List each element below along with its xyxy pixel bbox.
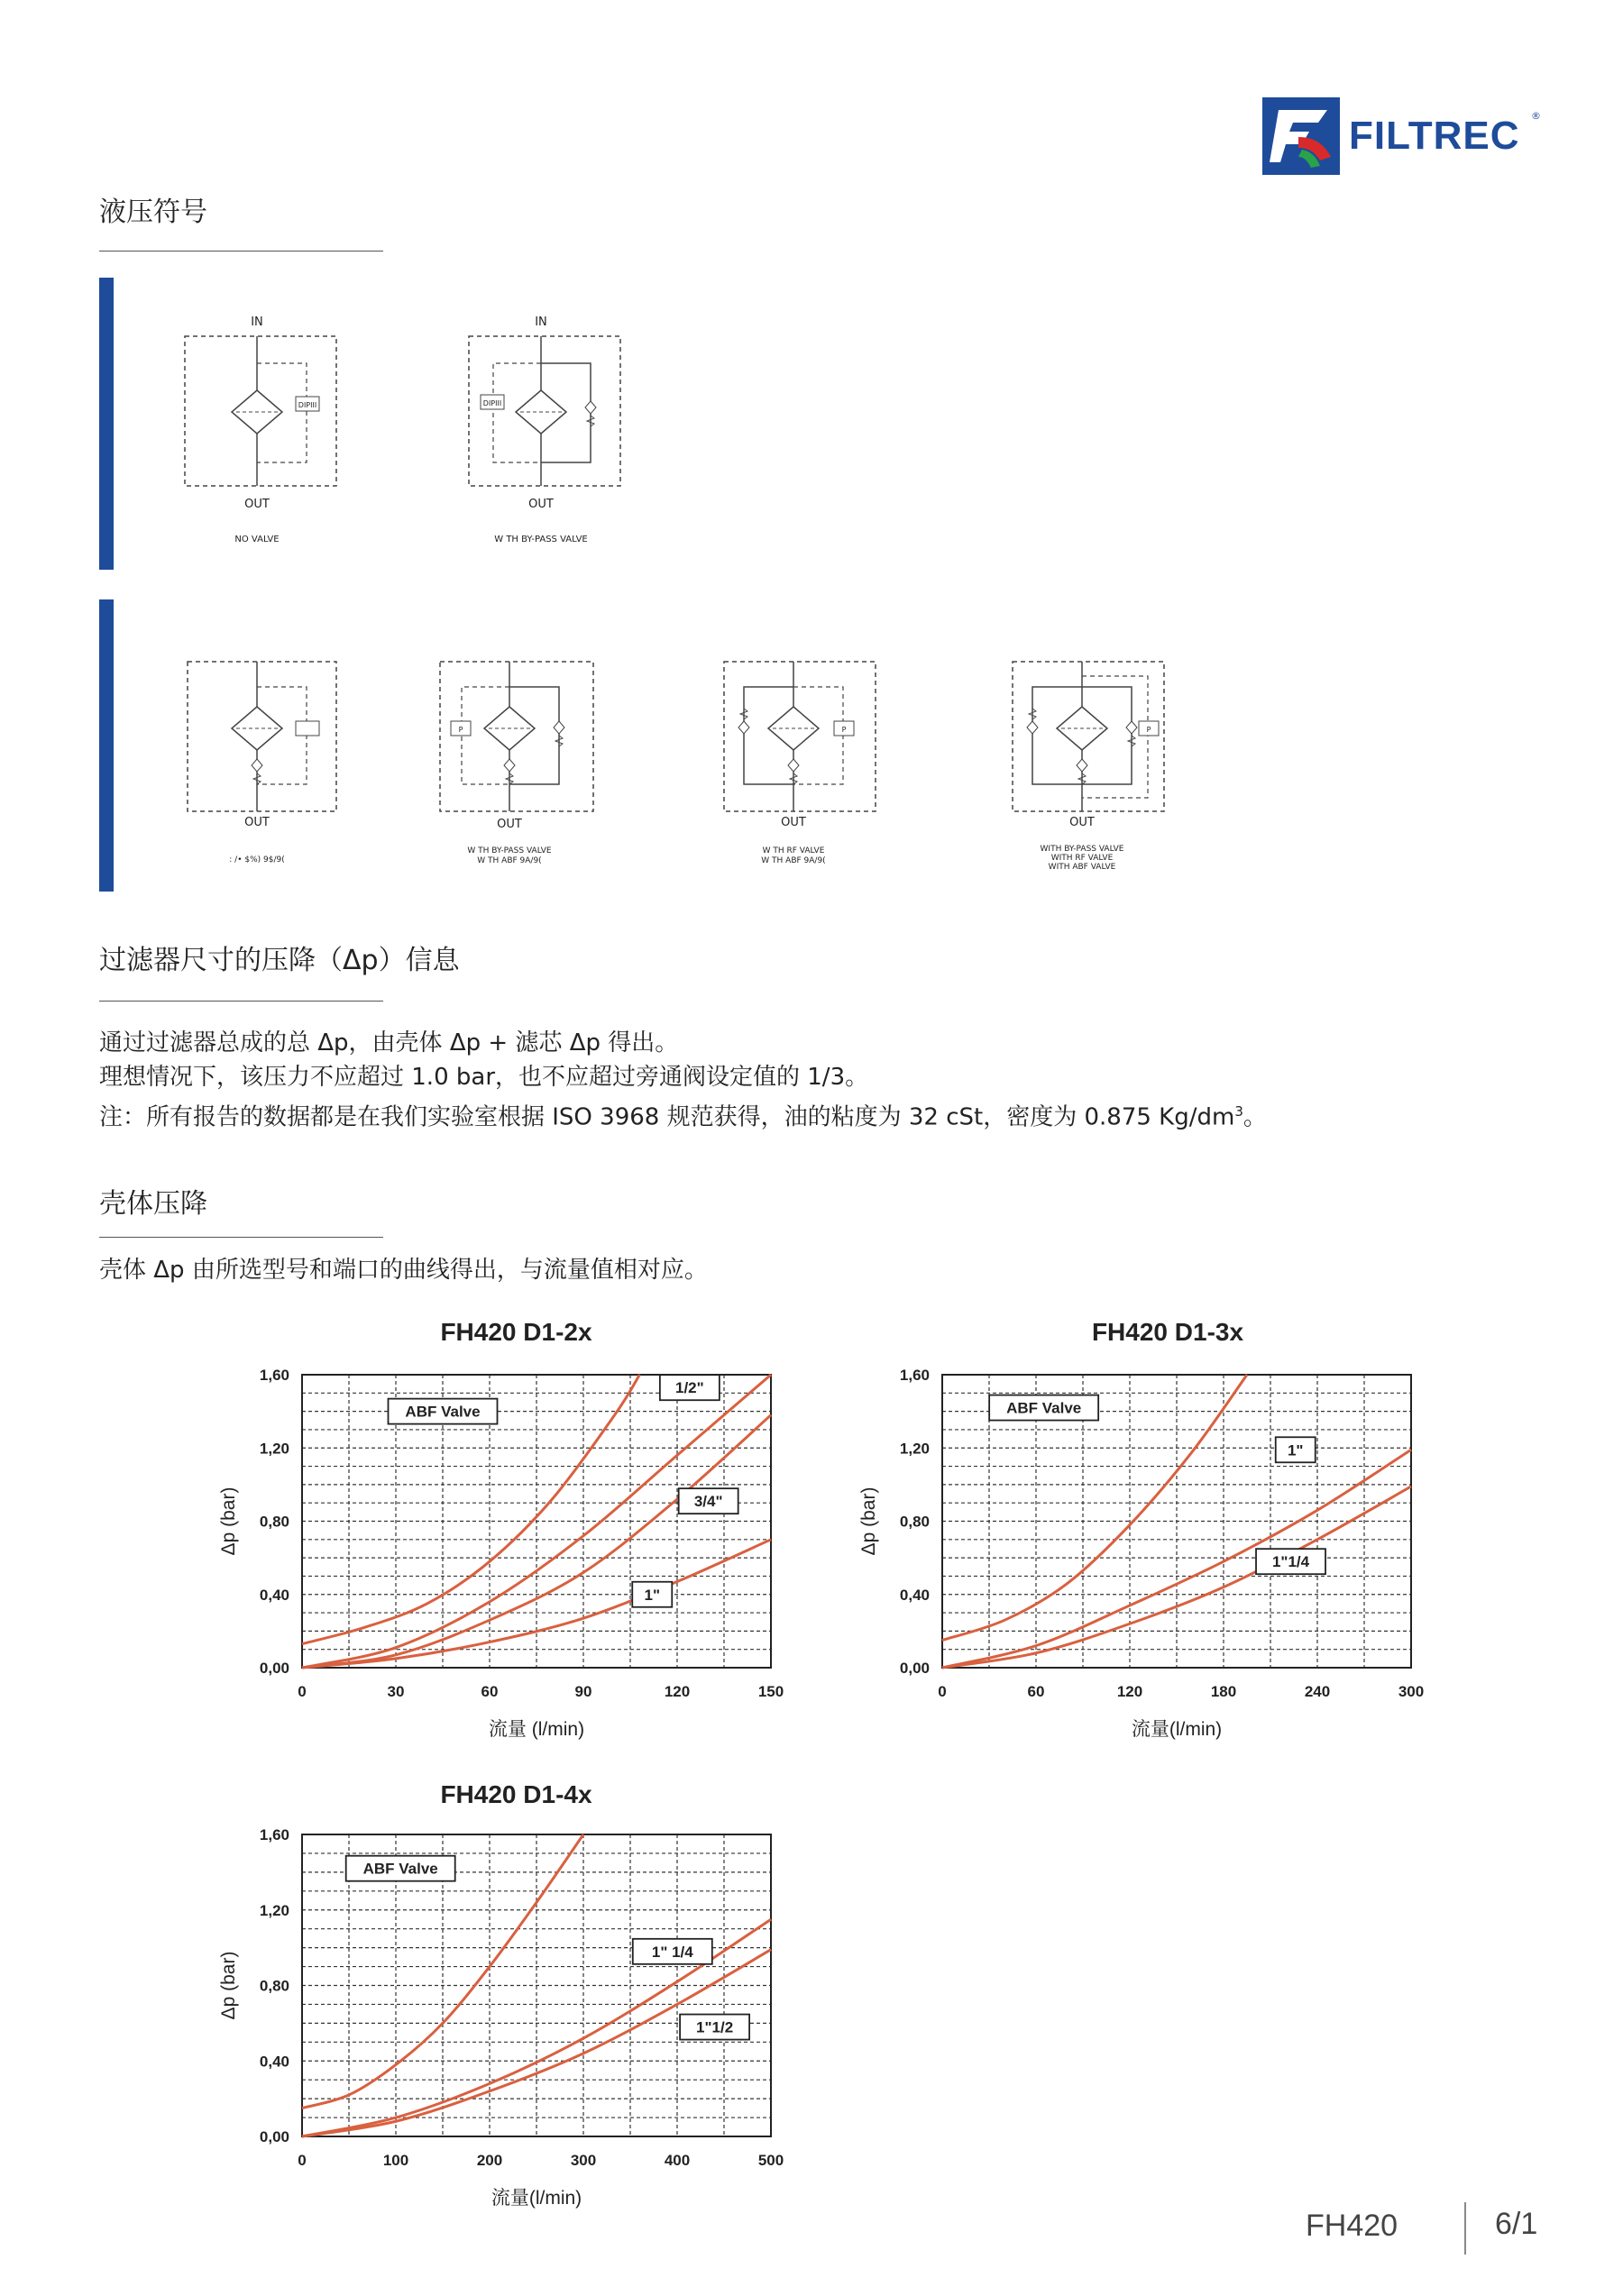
x-tick-label: 180 xyxy=(1210,1683,1237,1700)
symbol-caption: W TH BY-PASS VALVE xyxy=(494,535,588,544)
symbol-caption-line2: W TH ABF 9A/9( xyxy=(477,856,542,865)
paragraph-line: 壳体 Δp 由所选型号和端口的曲线得出，与流量值相对应。 xyxy=(99,1257,708,1284)
symbol-caption-line3: WITH ABF VALVE xyxy=(1048,863,1116,872)
x-tick-label: 0 xyxy=(298,1683,307,1700)
out-label: OUT xyxy=(244,816,270,829)
series-label: 1/2" xyxy=(675,1379,704,1397)
blue-side-bar xyxy=(99,599,114,892)
chart-fh420-d1-3x xyxy=(839,1352,1434,1749)
dip-tag: DIPIII xyxy=(482,399,502,407)
x-tick-label: 300 xyxy=(1398,1683,1425,1700)
in-label: IN xyxy=(251,316,263,329)
chart-title: FH420 D1-2x xyxy=(440,1318,592,1346)
x-tick-label: 120 xyxy=(664,1683,691,1700)
section-title-pressure-drop: 过滤器尺寸的压降（Δp）信息 xyxy=(99,945,460,976)
y-tick-label: 0,00 xyxy=(259,1660,289,1677)
hydraulic-symbols-row2 xyxy=(171,649,1208,883)
series-label: 3/4" xyxy=(693,1493,723,1511)
series-label: ABF Valve xyxy=(405,1403,481,1421)
series-label: ABF Valve xyxy=(362,1860,438,1878)
y-tick-label: 1,20 xyxy=(259,1440,289,1458)
note-text: 注：所有报告的数据都是在我们实验室根据 ISO 3968 规范获得，油的粘度为 32 cSt，密度为 0.875 Kg/dm xyxy=(99,1103,1235,1131)
series-label: ABF Valve xyxy=(1006,1399,1082,1417)
x-tick-label: 0 xyxy=(938,1683,947,1700)
x-tick-label: 60 xyxy=(481,1683,499,1700)
y-tick-label: 0,40 xyxy=(259,2053,289,2071)
footer-page-number: 6/1 xyxy=(1495,2207,1538,2241)
filtrec-logo xyxy=(1262,97,1542,175)
x-tick-label: 300 xyxy=(570,2152,597,2169)
symbol-caption-line2: WITH RF VALVE xyxy=(1050,854,1114,863)
x-tick-label: 30 xyxy=(387,1683,405,1700)
y-tick-label: 0,80 xyxy=(259,1513,289,1531)
out-label: OUT xyxy=(528,498,554,511)
out-label: OUT xyxy=(1069,816,1095,829)
series-label: 1" xyxy=(1287,1441,1304,1459)
chart-fh420-d1-2x xyxy=(198,1352,793,1749)
chart-title: FH420 D1-4x xyxy=(440,1780,592,1808)
section-rule xyxy=(99,1237,383,1238)
y-axis-label: Δp (bar) xyxy=(858,1486,879,1556)
x-tick-label: 0 xyxy=(298,2152,307,2169)
x-tick-label: 200 xyxy=(476,2152,503,2169)
x-axis-label: 流量 (l/min) xyxy=(488,1719,585,1740)
y-tick-label: 0,80 xyxy=(259,1977,289,1995)
p-tag: P xyxy=(841,726,847,734)
section-rule xyxy=(99,251,383,252)
x-axis-label: 流量(l/min) xyxy=(1131,1719,1223,1740)
y-tick-label: 1,60 xyxy=(899,1367,930,1384)
x-tick-label: 150 xyxy=(757,1683,784,1700)
in-label: IN xyxy=(535,316,547,329)
x-tick-label: 90 xyxy=(574,1683,592,1700)
out-label: OUT xyxy=(781,816,806,829)
section-title-hydraulic: 液压符号 xyxy=(99,197,207,228)
chart-title: FH420 D1-3x xyxy=(1091,1318,1244,1346)
y-tick-label: 1,60 xyxy=(259,1826,289,1843)
paragraph-line: 理想情况下，该压力不应超过 1.0 bar，也不应超过旁通阀设定值的 1/3。 xyxy=(99,1064,869,1091)
logo-text: FILTREC xyxy=(1349,114,1520,158)
y-tick-label: 1,20 xyxy=(259,1901,289,1919)
paragraph-line: 通过过滤器总成的总 Δp，由壳体 Δp + 滤芯 Δp 得出。 xyxy=(99,1029,679,1057)
superscript: 3 xyxy=(1234,1103,1243,1120)
dip-tag: DIPIII xyxy=(298,401,317,409)
logo-registered-mark: ® xyxy=(1531,110,1541,122)
section-title-housing: 壳体压降 xyxy=(99,1188,207,1220)
symbol-abf-valve xyxy=(188,662,336,864)
series-label: 1"1/2 xyxy=(696,2018,734,2036)
symbol-caption: : /• $%) 9$/9( xyxy=(229,855,285,864)
symbol-bypass-rf-abf xyxy=(1013,662,1164,872)
symbol-caption-line1: WITH BY-PASS VALVE xyxy=(1040,845,1124,854)
chart-fh420-d1-4x xyxy=(198,1812,793,2218)
symbol-with-bypass xyxy=(469,316,620,544)
series-label: 1" 1/4 xyxy=(651,1943,693,1961)
y-tick-label: 0,80 xyxy=(899,1513,930,1531)
note-end: 。 xyxy=(1242,1103,1267,1131)
y-tick-label: 0,40 xyxy=(899,1586,930,1604)
y-tick-label: 0,40 xyxy=(259,1586,289,1604)
x-tick-label: 60 xyxy=(1027,1683,1045,1700)
series-label: 1"1/4 xyxy=(1271,1553,1310,1571)
x-axis-label: 流量(l/min) xyxy=(491,2188,582,2209)
y-tick-label: 1,60 xyxy=(259,1367,289,1384)
x-tick-label: 400 xyxy=(664,2152,691,2169)
series-label: 1" xyxy=(644,1586,661,1604)
symbol-bypass-abf xyxy=(440,662,593,865)
x-tick-label: 100 xyxy=(382,2152,409,2169)
blue-side-bar xyxy=(99,278,114,570)
y-tick-label: 0,00 xyxy=(259,2128,289,2145)
y-axis-label: Δp (bar) xyxy=(218,1486,239,1556)
symbol-caption-line2: W TH ABF 9A/9( xyxy=(761,856,826,865)
x-tick-label: 120 xyxy=(1116,1683,1143,1700)
logo-mark xyxy=(1262,97,1340,175)
p-tag: P xyxy=(458,726,463,734)
symbol-rf-abf xyxy=(724,662,876,865)
symbol-caption: NO VALVE xyxy=(234,535,280,544)
y-tick-label: 0,00 xyxy=(899,1660,930,1677)
footer-model-code: FH420 xyxy=(1306,2209,1398,2243)
hydraulic-symbols-row1 xyxy=(171,302,640,554)
y-axis-label: Δp (bar) xyxy=(218,1951,239,2020)
footer-separator xyxy=(1464,2202,1466,2255)
p-tag: P xyxy=(1146,726,1151,734)
x-tick-label: 240 xyxy=(1304,1683,1331,1700)
symbol-no-valve xyxy=(185,316,336,544)
out-label: OUT xyxy=(244,498,270,511)
symbol-caption-line1: W TH RF VALVE xyxy=(762,846,825,855)
y-tick-label: 1,20 xyxy=(899,1440,930,1458)
paragraph-note xyxy=(99,1094,1267,1135)
symbol-caption-line1: W TH BY-PASS VALVE xyxy=(467,846,552,855)
section-rule xyxy=(99,1001,383,1002)
x-tick-label: 500 xyxy=(757,2152,784,2169)
out-label: OUT xyxy=(497,818,522,831)
